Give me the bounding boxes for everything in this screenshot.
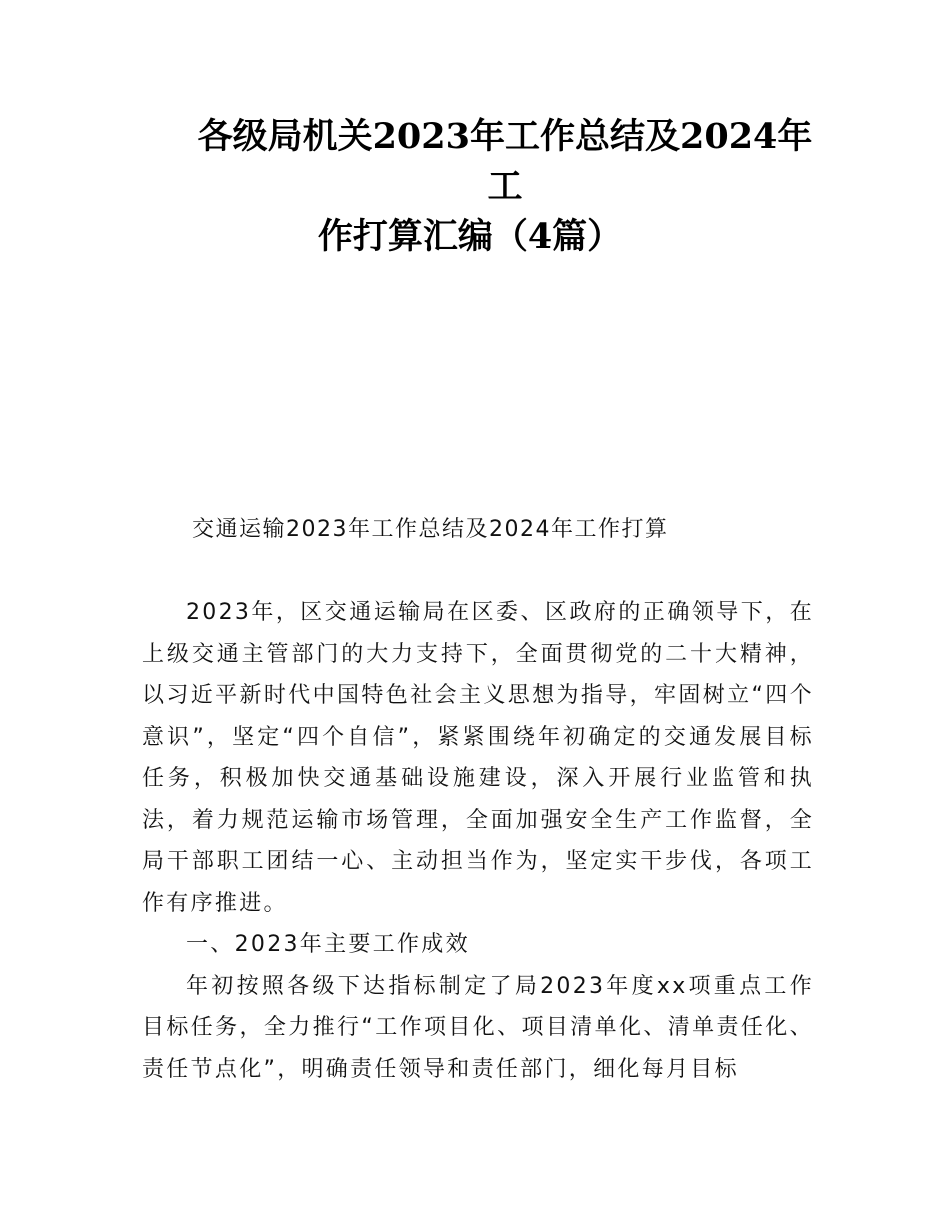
section-title: 交通运输2023年工作总结及2024年工作打算 bbox=[192, 517, 669, 542]
document-title-line-2: 作打算汇编（4篇） bbox=[317, 216, 623, 257]
document-body bbox=[142, 592, 814, 1090]
paragraph-intro: 2023年，区交通运输局在区委、区政府的正确领导下，在上级交通主管部门的大力支持下，全面贯彻党的二十大精神，以习近平新时代中国特色社会主义思想为指导，牢固树立“四个意识”，坚定“四个自信”，紧紧围绕年初确定的交通发展目标任务，积极加快交通基础设施建设，深入开展行业监管和执法，着力规范运输市场管理，全面加强安全生产工作监督，全局干部职工团结一心、主动担当作为，坚定实干步伐，各项工作有序推进。 bbox=[142, 600, 814, 916]
heading-main-achievements: 一、2023年主要工作成效 bbox=[186, 932, 470, 957]
document-title-line-1: 各级局机关2023年工作总结及2024年工 bbox=[197, 116, 813, 207]
paragraph-work-targets: 年初按照各级下达指标制定了局2023年度xx项重点工作目标任务，全力推行“工作项目化、项目清单化、清单责任化、责任节点化”，明确责任领导和责任部门，细化每月目标 bbox=[142, 973, 814, 1082]
document-title bbox=[140, 112, 820, 262]
